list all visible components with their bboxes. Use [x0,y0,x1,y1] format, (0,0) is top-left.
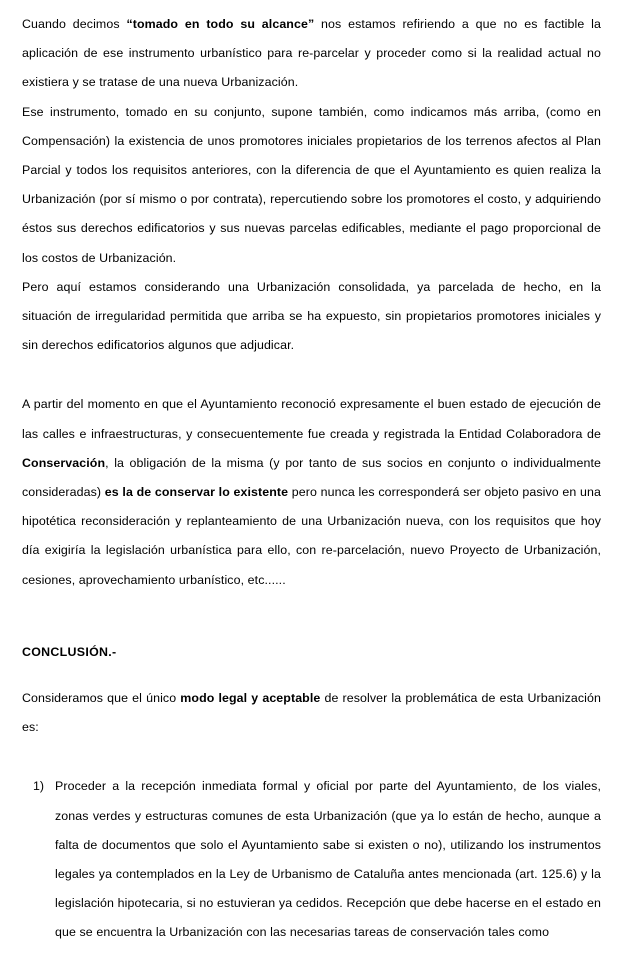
text-run: Cuando decimos [22,17,127,31]
list-item [22,772,601,947]
text-run: de resolver la problemática de esta Urbanización es: [22,691,601,735]
text-run: pero nunca les corresponderá ser objeto pasivo en una hipotética reconsideración y replanteamiento de una Urbanización nueva, con los requisitos que hoy día exigiría la legislación urbanística para ello, con re-parcelación, nuevo Proyecto de Urbanización, cesiones, aprovechamiento urbanístico, etc...... [22,485,601,587]
paragraph-spacer [22,360,601,390]
conclusion-list [22,772,601,947]
paragraph-3 [22,273,601,361]
text-run-bold: modo legal y aceptable [180,691,321,706]
paragraph-1 [22,10,601,98]
section-spacer [22,595,601,638]
conclusion-intro [22,684,601,742]
text-run: Ese instrumento, tomado en su conjunto, supone también, como indicamos más arriba, (como en Compensación) la existencia de unos promotores iniciales propietarios de los terrenos afectos al Plan Parcial y todos los requisitos anteriores, con la diferencia de que el Ayuntamiento es quien realiza la Urbanización (por sí mismo o por contrata), repercutiendo sobre los promotores el costo, y adquiriendo éstos sus derechos edificatorios y sus nuevas parcelas edificables, mediante el pago proporcional de los costos de Urbanización. [22,104,601,265]
text-run: , la obligación de la misma (y por tanto de sus socios en conjunto o individualmente consideradas) [22,455,601,500]
list-spacer [22,742,601,772]
text-run-bold: “tomado en todo su alcance” [126,17,315,31]
text-run: Pero aquí estamos considerando una Urbanización consolidada, ya parcelada de hecho, en la situación de irregularidad permitida que arriba se ha expuesto, sin propietarios promotores iniciales y sin derechos edificatorios algunos que adjudicar. [22,279,601,353]
text-run: nos estamos refiriendo a que no es factible la aplicación de ese instrumento urbanístico para re-parcelar y proceder como si la realidad actual no existiera y se tratase de una nueva Urbanización. [22,17,601,90]
conclusion-heading: CONCLUSIÓN.- [22,644,117,659]
heading-spacer [22,667,601,684]
paragraph-2 [22,98,601,273]
text-run-bold: es la de conservar lo existente [104,485,289,500]
list-item-text: Proceder a la recepción inmediata formal y oficial por parte del Ayuntamiento, de los viales, zonas verdes y estructuras comunes de esta Urbanización (que ya lo están de hecho, aunque a falta de documentos que solo el Ayuntamiento sabe si existen o no), utilizando los instrumentos legales ya contemplados en la Ley de Urbanismo de Cataluña antes mencionada (art. 125.6) y la legislación hipotecaria, si no estuvieran ya cedidos. Recepción que debe hacerse en el estado en que se encuentra la Urbanización con las necesarias tareas de conservación tales como [55,779,601,940]
text-run: Consideramos que el único [22,691,181,706]
text-run: A partir del momento en que el Ayuntamiento reconoció expresamente el buen estado de ejecución de las calles e infraestructuras, y consecuentemente fue creada y registrada la Entidad Colaboradora de [22,397,601,441]
list-item-marker: 1) [32,779,44,794]
paragraph-4 [22,390,601,594]
text-run-bold: Conservación [22,455,106,470]
